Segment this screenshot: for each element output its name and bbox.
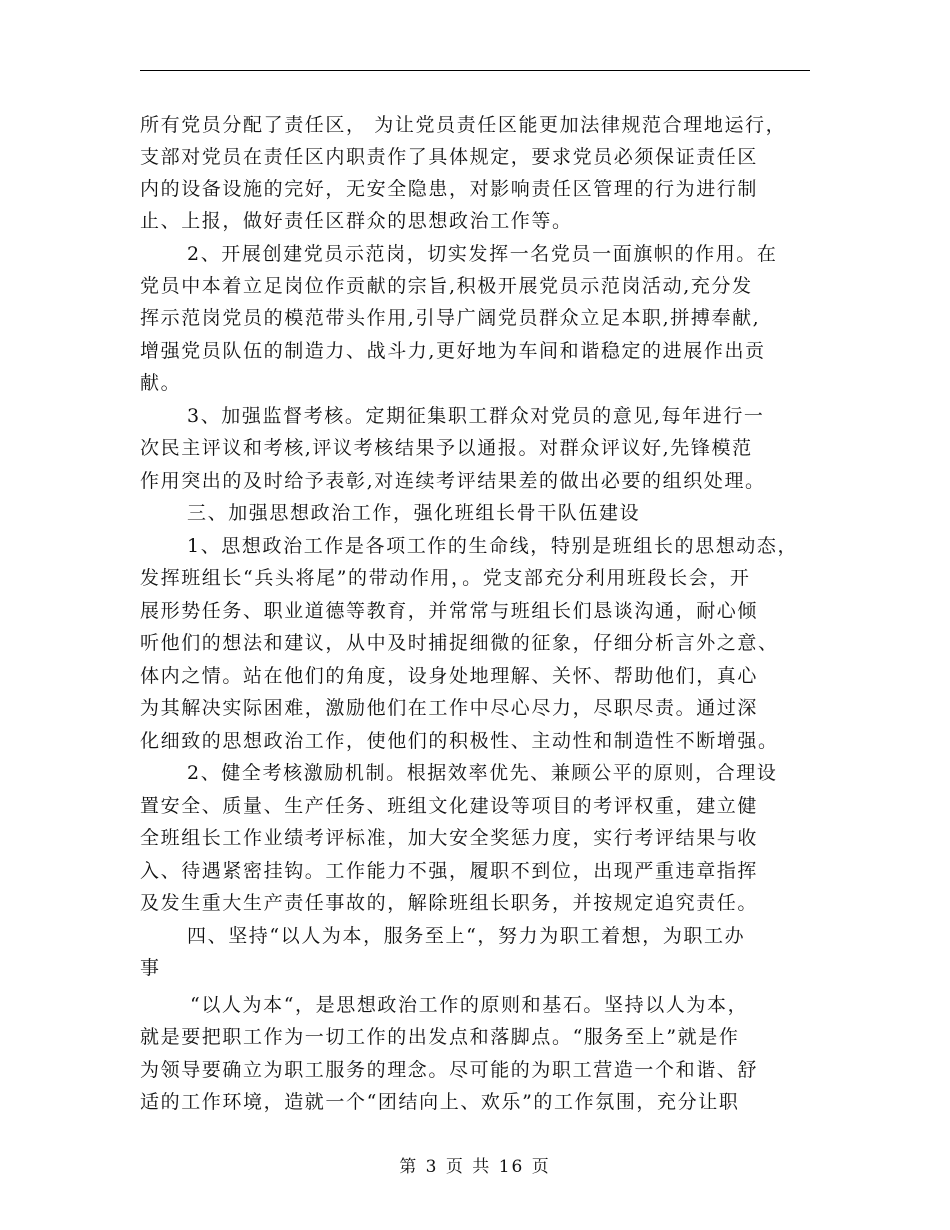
text-line: 入、待遇紧密挂钩。工作能力不强，履职不到位，出现严重违章指挥 (140, 860, 759, 882)
section-heading: 事 (140, 957, 161, 979)
text-line: 为其解决实际困难，激励他们在工作中尽心尽力，尽职尽责。通过深 (140, 697, 759, 719)
text-line: 2、开展创建党员示范岗，切实发挥一名党员一面旗帜的作用。在 (187, 243, 778, 265)
text-line: 全班组长工作业绩考评标准，加大安全奖惩力度，实行考评结果与收 (140, 827, 759, 849)
section-heading: 四、坚持“以人为本，服务至上“，努力为职工着想，为职工办 (187, 925, 746, 947)
text-line: 献。 (140, 372, 182, 394)
text-line: 就是要把职工作为一切工作的出发点和落脚点。“服务至上”就是作 (140, 1026, 740, 1048)
text-line: “以人为本“，是思想政治工作的原则和基石。坚持以人为本， (190, 994, 749, 1016)
text-line: 听他们的想法和建议，从中及时捕捉细微的征象，仔细分析言外之意、 (140, 632, 779, 654)
text-line: 发挥班组长“兵头将尾”的带动作用，。党支部充分利用班段长会，开 (140, 567, 751, 589)
text-line: 党员中本着立足岗位作贡献的宗旨,积极开展党员示范岗活动,充分发 (140, 275, 753, 297)
text-line: 内的设备设施的完好，无安全隐患，对影响责任区管理的行为进行制 (140, 178, 759, 200)
text-line: 止、上报，做好责任区群众的思想政治工作等。 (140, 210, 573, 232)
text-line: 1、思想政治工作是各项工作的生命线，特别是班组长的思想动态， (187, 535, 799, 557)
text-line: 2、健全考核激励机制。根据效率优先、兼顾公平的原则，合理设 (187, 762, 778, 784)
text-line: 3、加强监督考核。定期征集职工群众对党员的意见,每年进行一 (187, 405, 765, 427)
section-heading: 三、加强思想政治工作，强化班组长骨干队伍建设 (187, 502, 641, 524)
text-line: 及发生重大生产责任事故的，解除班组长职务，并按规定追究责任。 (140, 892, 759, 914)
text-line: 展形势任务、职业道德等教育，并常常与班组长们恳谈沟通，耐心倾 (140, 600, 759, 622)
text-line: 置安全、质量、生产任务、班组文化建设等项目的考评权重，建立健 (140, 795, 759, 817)
text-line: 次民主评议和考核,评议考核结果予以通报。对群众评议好,先锋模范 (140, 437, 753, 459)
text-line: 支部对党员在责任区内职责作了具体规定，要求党员必须保证责任区 (140, 146, 759, 168)
page-footer: 第 3 页 共 16 页 (399, 1157, 551, 1177)
text-line: 为领导要确立为职工服务的理念。尽可能的为职工营造一个和谐、舒 (140, 1059, 759, 1081)
text-line: 挥示范岗党员的模范带头作用,引导广阔党员群众立足本职,拼搏奉献, (140, 307, 761, 329)
text-line: 适的工作环境，造就一个“团结向上、欢乐”的工作氛围，充分让职 (140, 1091, 740, 1113)
text-line: 化细致的思想政治工作，使他们的积极性、主动性和制造性不断增强。 (140, 730, 779, 752)
text-line: 作用突出的及时给予表彰,对连续考评结果差的做出必要的组织处理。 (140, 470, 766, 492)
text-line: 体内之情。站在他们的角度，设身处地理解、关怀、帮助他们，真心 (140, 665, 759, 687)
text-line: 所有党员分配了责任区， 为让党员责任区能更加法律规范合理地运行， (140, 114, 787, 136)
text-line: 增强党员队伍的制造力、战斗力,更好地为车间和谐稳定的进展作出贡 (140, 340, 766, 362)
